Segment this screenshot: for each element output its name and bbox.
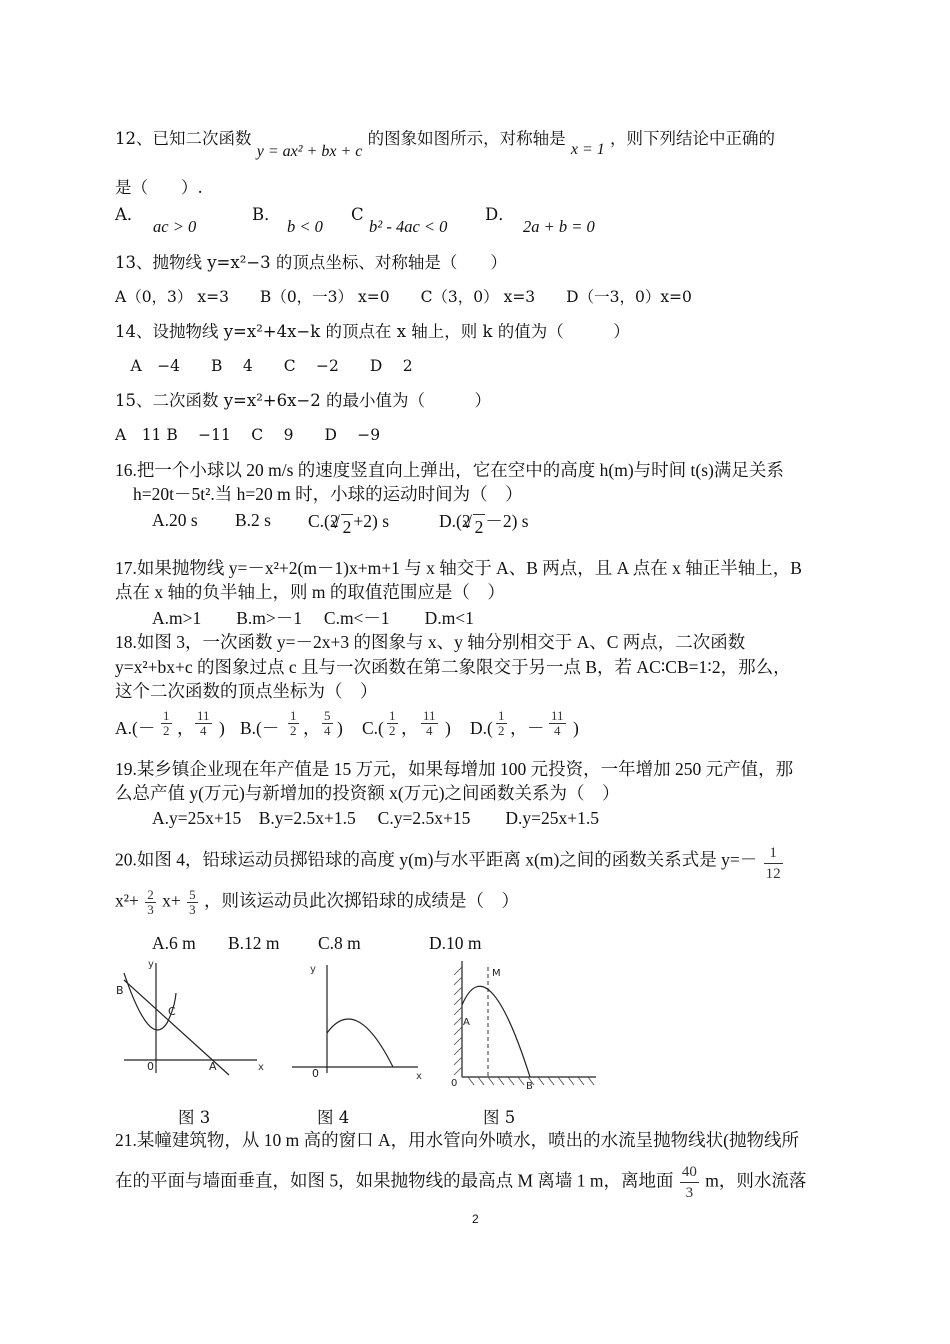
q18-opt-b-frac1: $\frac{1}{2}$ — [290, 708, 297, 738]
q20-line2 — [115, 888, 519, 917]
figure-4 — [290, 955, 430, 1080]
fig4-y-label: y — [310, 964, 316, 975]
q18-opt-c-frac1: $\frac{1}{2}$ — [389, 708, 396, 738]
q18-close: ) — [573, 718, 579, 738]
q13-options: A（0，3） x=3 B（0，一3） x=0 C（3，0） x=3 D（一3，0）x=0 — [115, 288, 692, 306]
q18-line3: 这个二次函数的顶点坐标为（ ） — [115, 681, 378, 701]
q16-opt-c-sqrt: √ 2 — [341, 514, 354, 539]
q17-line1: 17.如果抛物线 y=－x²+2(m－1)x+m+1 与 x 轴交于 A、B 两点，且 A 点在 x 轴正半轴上，B — [115, 558, 802, 578]
fig5-point-a: A — [463, 1017, 470, 1028]
q12-line2: 是（ ）. — [115, 178, 203, 197]
q18-opt-d-frac1: $\frac{1}{2}$ — [498, 708, 505, 738]
q18-opt-d-label: D.( — [470, 718, 493, 738]
q12-line1 — [115, 127, 775, 160]
q19-line1: 19.某乡镇企业现在年产值是 15 万元，如果每增加 100 元投资，一年增加 250 元产值，那 — [115, 759, 794, 779]
q21-line2 — [115, 1162, 806, 1203]
q20-opt-c: C.8 m — [318, 933, 361, 953]
q18-opt-d-frac2: $\frac{11}{4}$ — [551, 708, 564, 738]
q12-opt-d-label: D． — [485, 205, 515, 224]
q16-opt-a: A.20 s — [152, 510, 198, 530]
q12-stem-b: 的图象如图所示，对称轴是 — [367, 129, 566, 148]
q18-close: ) — [337, 718, 343, 738]
q21-line1: 21.某幢建筑物，从 10 m 高的窗口 A，用水管向外喷水，喷出的水流呈抛物线状(抛物线所 — [115, 1130, 799, 1150]
fig5-point-m: M — [492, 968, 501, 979]
q17-options: A.m>1 B.m>－1 C.m<－1 D.m<1 — [152, 608, 474, 628]
fig3-caption: 图 3 — [178, 1108, 211, 1127]
q20-line1 — [115, 841, 785, 882]
q12-opt-c: b² - 4ac < 0 — [369, 217, 448, 236]
fig5-point-b: B — [526, 1081, 533, 1090]
q16-opt-c: C.(2√ 2 +2) s — [308, 508, 389, 533]
q12-opt-a-label: A． — [115, 205, 144, 224]
fig3-origin: 0 — [147, 1060, 154, 1073]
q12-stem: 12、已知二次函数 — [115, 129, 252, 148]
q18-opt-b-label: B.(－ — [240, 718, 280, 738]
q18-opt-a-frac2: $\frac{11}{4}$ — [197, 708, 210, 738]
fig4-caption: 图 4 — [317, 1108, 350, 1127]
q18-opt-c-frac2: $\frac{11}{4}$ — [423, 708, 436, 738]
q16-line2: h=20t－5t².当 h=20 m 时，小球的运动时间为（ ） — [133, 484, 523, 504]
fig3-point-a: A — [209, 1060, 217, 1073]
q19-options: A.y=25x+15 B.y=2.5x+1.5 C.y=2.5x+15 D.y=25x+1.5 — [152, 808, 599, 828]
q20-frac-2-3: $\frac{2}{3}$ — [147, 887, 154, 917]
q18-close: ) — [219, 718, 225, 738]
q20-x2: x²+ — [115, 890, 139, 911]
q15-options: A 11 B −11 C 9 D −9 — [115, 426, 381, 444]
q21-line2-text: 在的平面与墙面垂直，如图 5，如果抛物线的最高点 M 离墙 1 m，离地面 — [115, 1170, 674, 1191]
q19-line2: 么总产值 y(万元)与新增加的投资额 x(万元)之间函数关系为（ ） — [115, 783, 620, 803]
q12-stem-c: ，则下列结论中正确的 — [610, 129, 775, 148]
q20-line1-text: 20.如图 4，铅球运动员掷铅球的高度 y(m)与水平距离 x(m)之间的函数关系式是 y=－ — [115, 849, 758, 870]
q18-options — [115, 708, 715, 752]
fig3-point-c: C — [168, 1005, 176, 1018]
figure-5 — [446, 955, 606, 1090]
fig4-origin: 0 — [312, 1067, 319, 1080]
q18-opt-b-frac2: $\frac{5}{4}$ — [324, 708, 331, 738]
q16-opt-b: B.2 s — [235, 510, 271, 530]
q16-opt-d-sqrt: √ 2 — [473, 514, 486, 539]
q18-comma: ， — [303, 718, 321, 738]
fig5-caption: 图 5 — [483, 1108, 516, 1127]
q21-frac-40-3: $\frac{40}{3}$ — [681, 1164, 697, 1201]
q12-opt-c-label: C — [351, 205, 364, 224]
q20-opt-a: A.6 m — [152, 933, 196, 953]
q12-formula: y = ax² + bx + c — [256, 143, 363, 160]
figure-3 — [112, 955, 272, 1080]
q18-opt-a-label: A.(－ — [115, 718, 156, 738]
fig4-x-label: x — [416, 1071, 422, 1080]
q14-options: A −4 B 4 C −2 D 2 — [115, 357, 413, 375]
q18-comma: ， — [510, 718, 528, 738]
q18-line2: y=x²+bx+c 的图象过点 c 且与一次函数在第二象限交于另一点 B，若 AC∶CB=1∶2，那么， — [115, 657, 791, 677]
q18-close: ) — [445, 718, 451, 738]
q18-comma: ， — [177, 718, 195, 738]
q15-stem: 15、二次函数 y=x²+6x−2 的最小值为（ ） — [115, 391, 492, 410]
q12-opt-d: 2a + b = 0 — [523, 217, 595, 236]
fig3-point-b: B — [116, 984, 124, 997]
q20-opt-b: B.12 m — [228, 933, 280, 953]
q20-opt-d: D.10 m — [429, 933, 482, 953]
q13-stem: 13、抛物线 y=x²−3 的顶点坐标、对称轴是（ ） — [115, 253, 507, 272]
q17-line2: 点在 x 轴的负半轴上，则 m 的取值范围应是（ ） — [115, 582, 505, 602]
q18-comma: ， — [401, 718, 419, 738]
q18-minus: － — [527, 718, 545, 738]
q12-opt-b-label: B． — [252, 205, 281, 224]
fig5-origin: 0 — [451, 1078, 458, 1089]
q14-stem: 14、设抛物线 y=x²+4x−k 的顶点在 x 轴上，则 k 的值为（ ） — [115, 322, 630, 341]
q20-frac-1-12: $\frac{1}{12}$ — [765, 845, 781, 882]
q21-line2-tail: m，则水流落 — [705, 1170, 807, 1191]
q12-axis: x = 1 — [570, 141, 605, 158]
q18-opt-a-frac1: $\frac{1}{2}$ — [163, 708, 170, 738]
q20-x: x+ — [162, 890, 181, 911]
fig3-x-label: x — [258, 1062, 264, 1073]
q20-tail: ，则该运动员此次掷铅球的成绩是（ ） — [204, 890, 519, 911]
q12-opt-b: b < 0 — [287, 217, 323, 236]
q12-opt-a: ac > 0 — [153, 217, 197, 236]
fig3-y-label: y — [148, 959, 154, 970]
q18-opt-c-label: C.( — [362, 718, 384, 738]
page-number: 2 — [472, 1212, 479, 1226]
q20-frac-5-3: $\frac{5}{3}$ — [189, 887, 196, 917]
q18-line1: 18.如图 3，一次函数 y=－2x+3 的图象与 x、y 轴分别相交于 A、C 两点，二次函数 — [115, 632, 746, 652]
q16-line1: 16.把一个小球以 20 m/s 的速度竖直向上弹出，它在空中的高度 h(m)与时间 t(s)满足关系 — [115, 460, 784, 480]
q16-opt-d: D.(2√ 2 －2) s — [439, 508, 529, 533]
